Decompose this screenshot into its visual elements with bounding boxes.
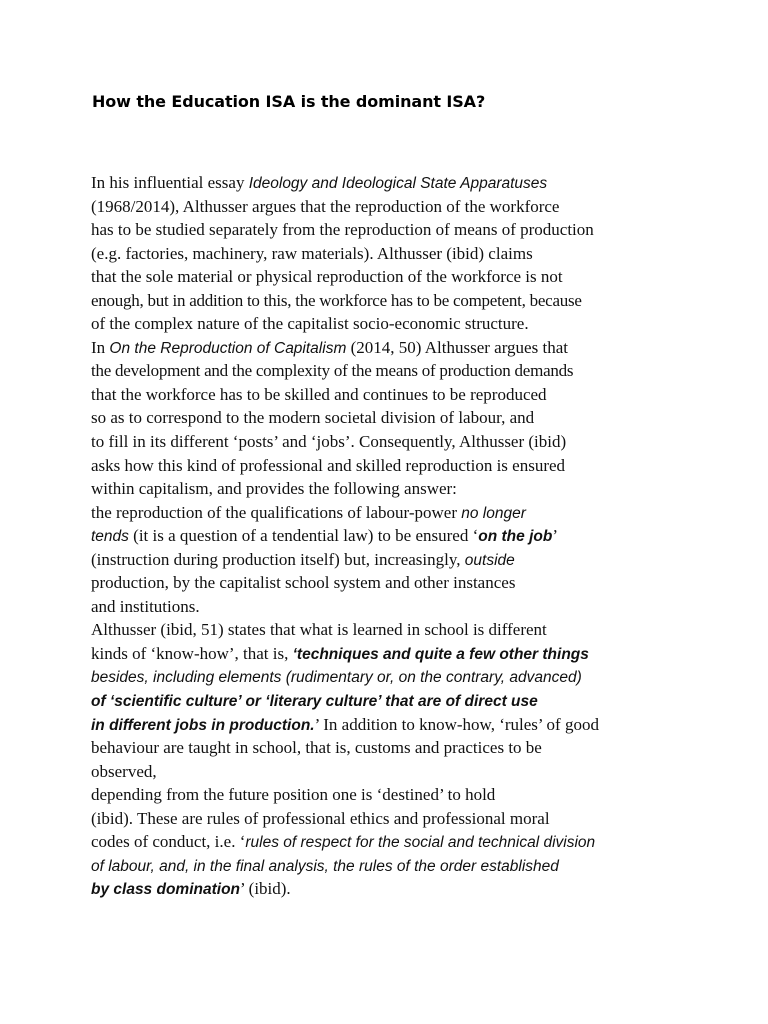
body-text-run: enough, but in addition to this, the workforce has to be competent, because — [91, 290, 582, 310]
body-text-run: (e.g. factories, machinery, raw materials). Althusser (ibid) claims — [91, 243, 533, 263]
body-text-run: (instruction during production itself) but, increasingly, — [91, 549, 465, 569]
text-line — [91, 736, 763, 760]
italic-text: of labour, and, in the final analysis, the rules of the order established — [91, 857, 559, 875]
text-line — [91, 477, 763, 501]
body-text-run: (2014, 50) Althusser argues that — [346, 337, 568, 357]
italic-text: On the Reproduction of Capitalism — [109, 339, 347, 357]
italic-text: Ideology and Ideological State Apparatuses — [248, 175, 548, 192]
body-text-run: codes of conduct, i.e. ‘ — [91, 832, 246, 852]
text-line — [91, 265, 763, 289]
bold-italic-text: ‘techniques and quite a few other things — [292, 645, 589, 663]
document-title: How the Education ISA is the dominant ISA? — [92, 92, 486, 111]
body-text-run: the reproduction of the qualifications of labour-power — [91, 502, 462, 522]
text-line — [91, 713, 763, 737]
text-line — [91, 359, 763, 383]
document-body — [91, 171, 763, 901]
body-text-run: has to be studied separately from the reproduction of means of production — [91, 220, 594, 240]
text-line — [91, 877, 763, 901]
body-text-run: (ibid). These are rules of professional ethics and professional moral — [91, 808, 550, 828]
body-text-run: observed, — [91, 761, 157, 781]
text-line — [91, 454, 763, 478]
text-line — [91, 783, 763, 807]
bold-italic-text: of ‘scientific culture’ or ‘literary culture’ that are of direct use — [91, 693, 538, 711]
body-text-run: production, by the capitalist school system and other instances — [91, 573, 516, 593]
text-line — [91, 289, 763, 313]
body-text-run: Althusser (ibid, 51) states that what is learned in school is different — [91, 620, 547, 640]
body-text-run: kinds of ‘know-how’, that is, — [91, 643, 293, 663]
text-line — [91, 854, 763, 878]
text-line — [91, 807, 763, 831]
body-text-run: and institutions. — [91, 596, 200, 616]
body-text-run: In — [91, 337, 110, 357]
italic-text: outside — [464, 551, 515, 569]
text-line — [91, 548, 763, 572]
bold-italic-text: in different jobs in production. — [91, 716, 315, 734]
text-line — [91, 760, 763, 784]
italic-text: no longer — [461, 504, 526, 522]
text-line — [91, 406, 763, 430]
body-text-run: depending from the future position one is ‘destined’ to hold — [91, 785, 496, 805]
text-line — [91, 618, 763, 642]
text-line — [91, 830, 763, 854]
text-line — [91, 195, 763, 219]
text-line — [91, 501, 763, 525]
body-text-run: the development and the complexity of the means of production demands — [91, 361, 574, 381]
text-line — [91, 665, 763, 689]
text-line — [91, 336, 763, 360]
body-text-run: ’ — [552, 526, 558, 546]
body-text-run: ’ (ibid). — [240, 879, 291, 899]
body-text-run: within capitalism, and provides the following answer: — [91, 479, 457, 499]
text-line — [91, 571, 763, 595]
body-text-run: of the complex nature of the capitalist socio-economic structure. — [91, 314, 529, 334]
body-text-run: to fill in its different ‘posts’ and ‘jobs’. Consequently, Althusser (ibid) — [91, 432, 567, 452]
italic-text: besides, including elements (rudimentary or, on the contrary, advanced) — [91, 669, 582, 687]
body-text-run: behaviour are taught in school, that is, customs and practices to be — [91, 738, 542, 758]
bold-italic-text: by class domination — [91, 881, 241, 899]
body-text-run: so as to correspond to the modern societal division of labour, and — [91, 408, 535, 428]
text-line — [91, 171, 763, 195]
body-text-run: (it is a question of a tendential law) to be ensured ‘ — [128, 526, 479, 546]
body-text-run: asks how this kind of professional and skilled reproduction is ensured — [91, 455, 566, 475]
bold-italic-text: on the job — [478, 528, 553, 546]
text-line — [91, 312, 763, 336]
body-text-run: (1968/2014), Althusser argues that the reproduction of the workforce — [91, 196, 560, 216]
body-text-run: that the sole material or physical reproduction of the workforce is not — [91, 267, 563, 287]
text-line — [91, 218, 763, 242]
text-line — [91, 524, 763, 548]
italic-text: rules of respect for the social and technical division — [245, 834, 596, 852]
body-text-run: that the workforce has to be skilled and continues to be reproduced — [91, 384, 547, 404]
text-line — [91, 383, 763, 407]
text-line — [91, 430, 763, 454]
body-text-run: ’ In addition to know-how, ‘rules’ of good — [314, 714, 599, 734]
text-line — [91, 642, 763, 666]
italic-text: tends — [91, 528, 129, 546]
text-line — [91, 595, 763, 619]
text-line — [91, 689, 763, 713]
body-text-run: In his influential essay — [91, 173, 249, 192]
text-line — [91, 242, 763, 266]
